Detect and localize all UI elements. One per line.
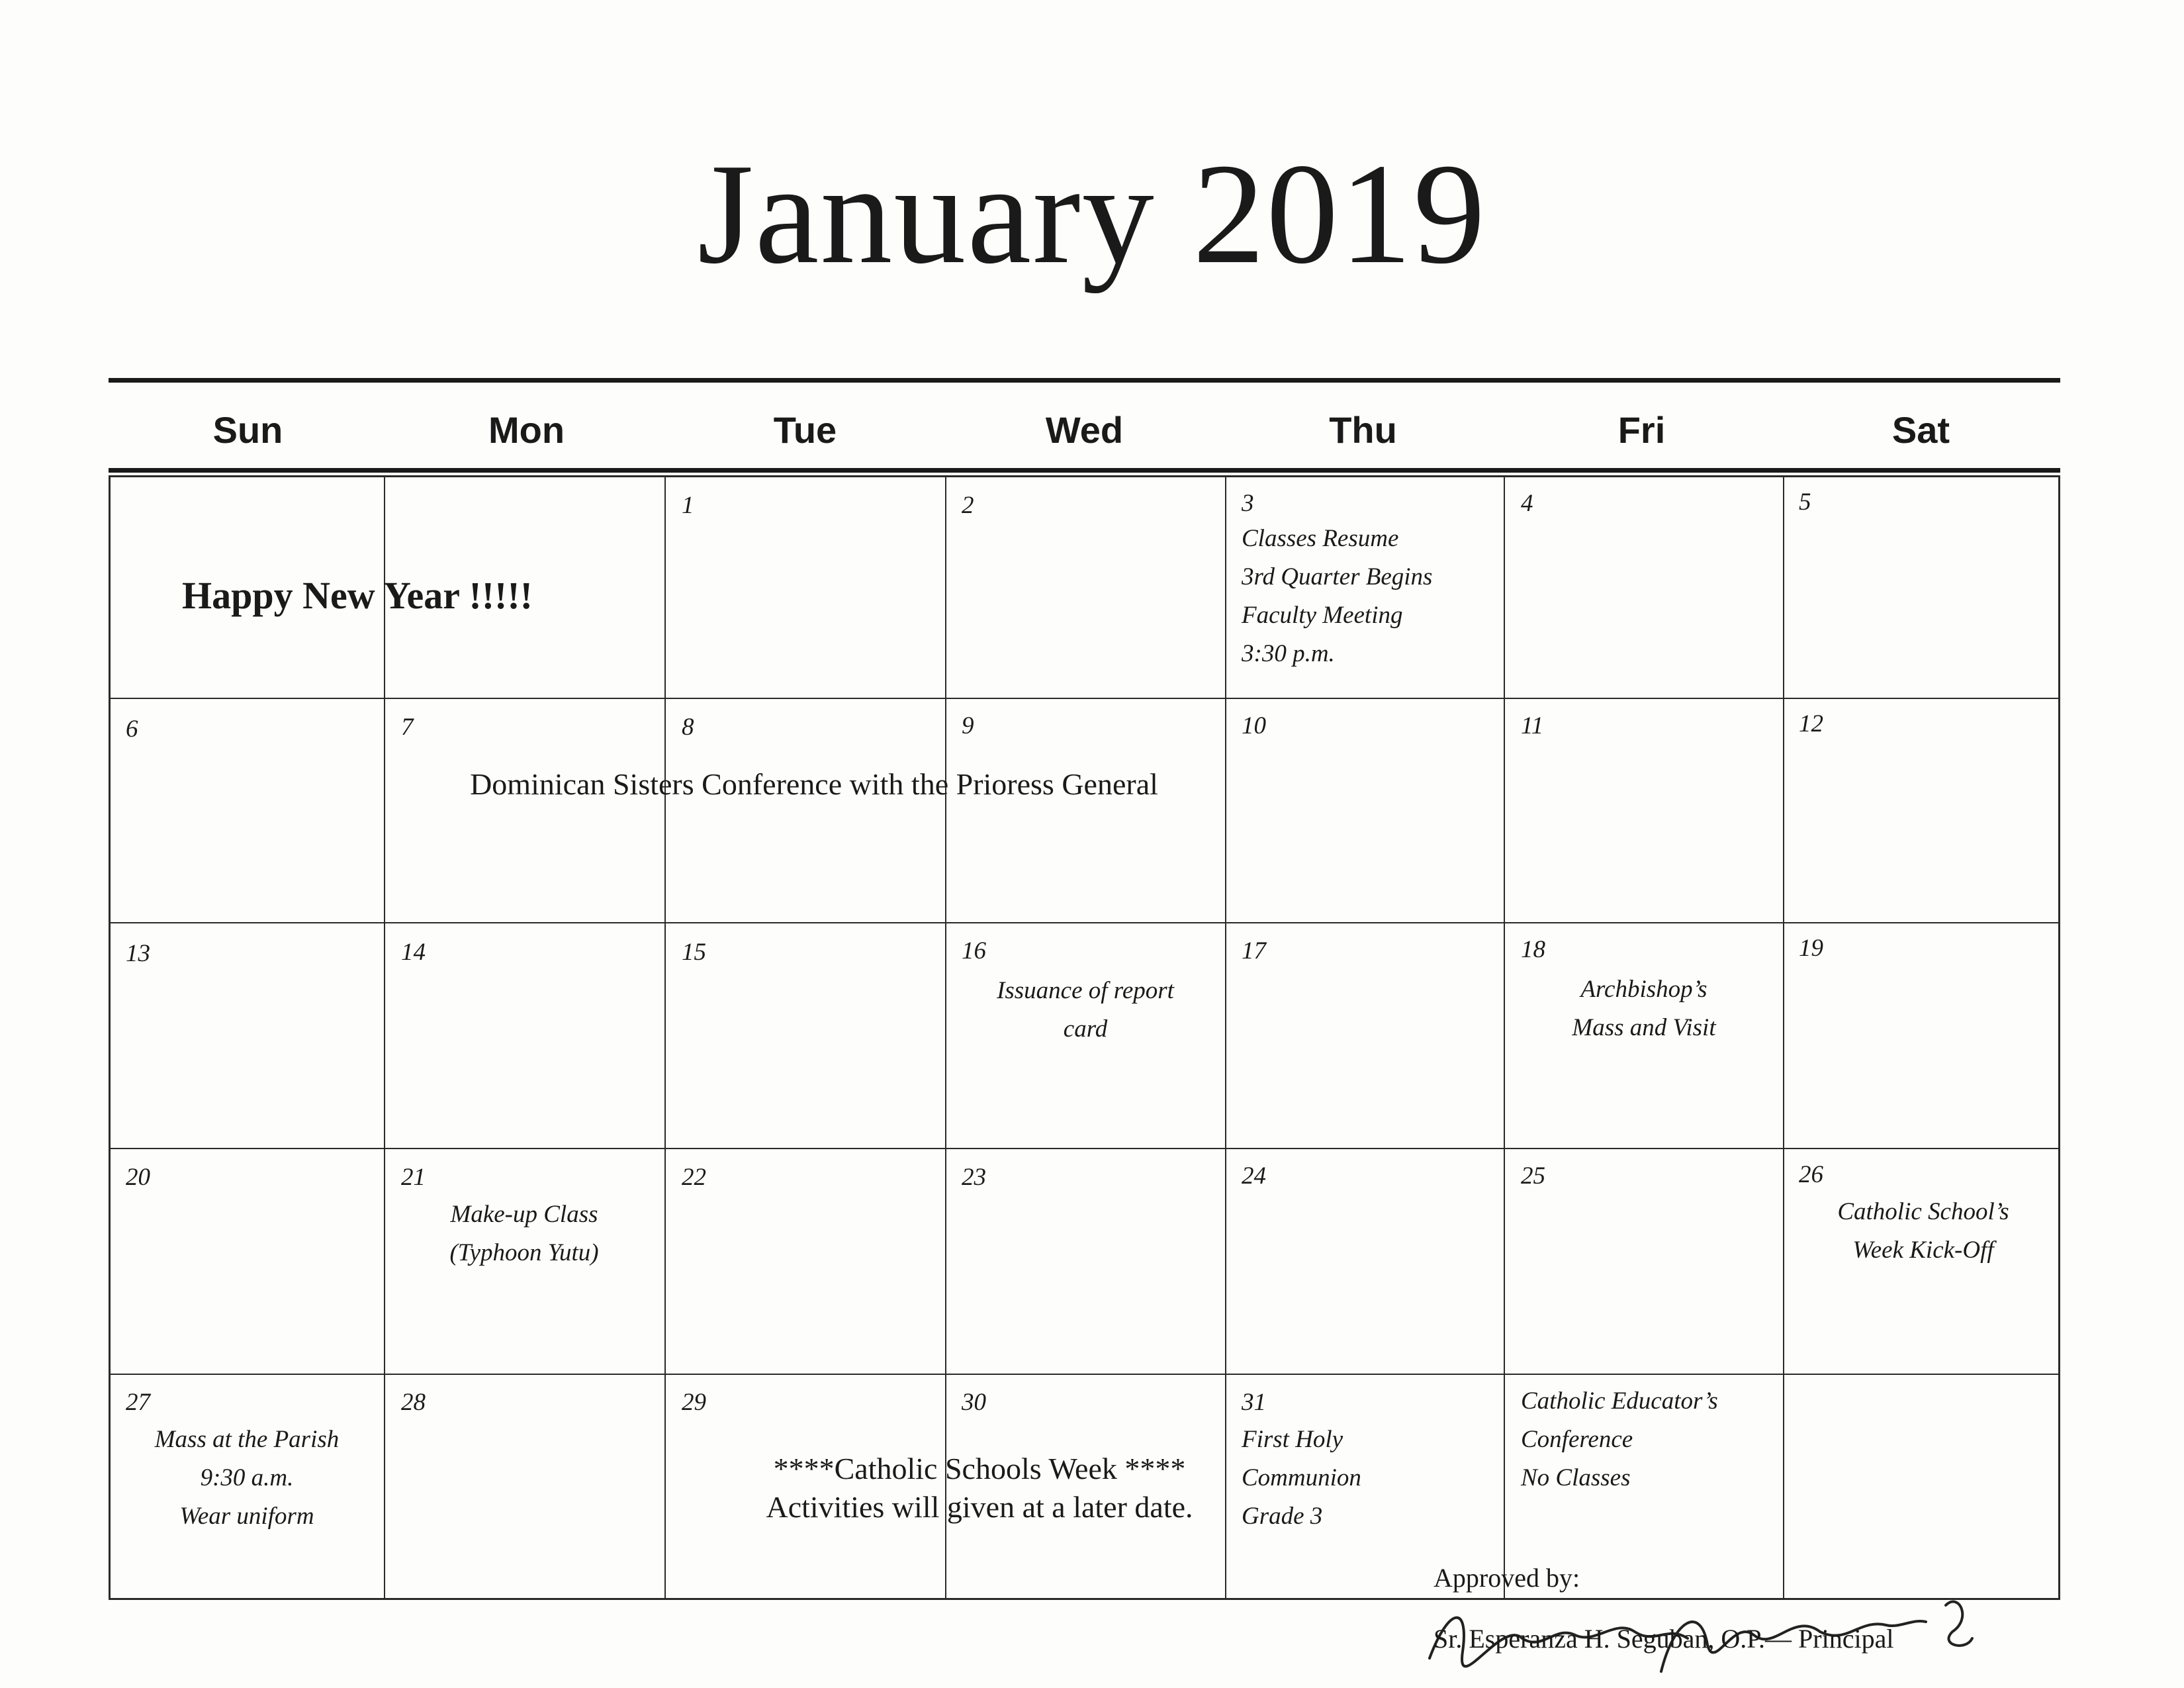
event-jan21 <box>385 1196 663 1272</box>
event-line: card <box>1063 1015 1108 1043</box>
day-number: 14 <box>401 939 426 966</box>
day-number: 12 <box>1799 710 1823 737</box>
banner-line: Activities will given at a later date. <box>766 1490 1193 1524</box>
day-number: 28 <box>401 1389 426 1416</box>
day-number: 9 <box>962 712 974 739</box>
event-line: Issuance of report <box>997 977 1174 1004</box>
day-number: 7 <box>401 714 414 741</box>
header-bottom-rule <box>109 468 2060 473</box>
event-line: First Holy <box>1242 1426 1343 1453</box>
day-number: 15 <box>682 939 706 966</box>
event-line: Wear uniform <box>179 1503 314 1530</box>
grid-column-line <box>1783 475 1784 1600</box>
day-number: 2 <box>962 492 974 519</box>
day-number: 13 <box>126 940 150 967</box>
event-line: Classes Resume <box>1242 525 1399 552</box>
day-number: 6 <box>126 716 138 743</box>
grid-column-line <box>1225 475 1226 1600</box>
event-jan18 <box>1505 970 1783 1047</box>
weekday-tue: Tue <box>773 409 837 451</box>
event-line: Faculty Meeting <box>1242 602 1403 629</box>
event-line: Catholic School’s <box>1837 1198 2009 1225</box>
weekday-sat: Sat <box>1891 409 1950 451</box>
weekday-wed: Wed <box>1045 409 1124 451</box>
day-number: 10 <box>1242 712 1266 739</box>
approved-by-label: Approved by: <box>1433 1563 1580 1593</box>
day-number: 22 <box>682 1164 706 1191</box>
grid-row-line <box>109 1148 2060 1149</box>
day-number: 8 <box>682 714 694 741</box>
catholic-schools-week-banner <box>728 1450 1231 1526</box>
day-number: 21 <box>401 1164 426 1191</box>
event-line: Mass at the Parish <box>154 1426 340 1453</box>
weekday-sun: Sun <box>212 409 283 451</box>
event-line: 9:30 a.m. <box>200 1464 294 1491</box>
event-line: Grade 3 <box>1242 1503 1323 1530</box>
weekday-fri: Fri <box>1617 409 1666 451</box>
event-line: Make-up Class <box>450 1201 598 1228</box>
happy-new-year-banner: Happy New Year !!!!! <box>182 574 533 617</box>
event-feb1 <box>1521 1382 1718 1497</box>
day-number: 4 <box>1521 490 1533 517</box>
day-number: 16 <box>962 937 986 964</box>
event-line: 3:30 p.m. <box>1242 640 1335 667</box>
day-number: 23 <box>962 1164 986 1191</box>
event-jan31 <box>1242 1421 1361 1536</box>
day-number: 18 <box>1521 936 1545 963</box>
day-number: 26 <box>1799 1161 1823 1188</box>
day-number: 30 <box>962 1389 986 1416</box>
event-line: Conference <box>1521 1426 1633 1453</box>
day-number: 27 <box>126 1389 150 1416</box>
day-number: 11 <box>1521 712 1544 739</box>
dominican-conference-banner: Dominican Sisters Conference with the Prioress General <box>470 767 1158 801</box>
event-line: 3rd Quarter Begins <box>1242 563 1433 590</box>
day-number: 20 <box>126 1164 150 1191</box>
event-line: Communion <box>1242 1464 1361 1491</box>
event-line: Catholic Educator’s <box>1521 1387 1718 1415</box>
grid-row-line <box>109 1374 2060 1375</box>
grid-row-line <box>109 698 2060 699</box>
event-jan26 <box>1784 1193 2062 1270</box>
event-jan27 <box>110 1421 384 1536</box>
day-number: 19 <box>1799 935 1823 962</box>
principal-name: Sr. Esperanza H. Seguban, O.P.— Principal <box>1433 1624 1894 1654</box>
event-jan3 <box>1242 520 1432 673</box>
event-line: Archbishop’s <box>1580 976 1707 1003</box>
day-number: 25 <box>1521 1162 1545 1190</box>
day-number: 3 <box>1242 490 1254 517</box>
event-line: (Typhoon Yutu) <box>449 1239 599 1266</box>
event-line: Week Kick-Off <box>1852 1237 1994 1264</box>
header-top-rule <box>109 378 2060 383</box>
grid-column-line <box>664 475 666 1600</box>
event-line: Mass and Visit <box>1572 1014 1716 1041</box>
day-number: 29 <box>682 1389 706 1416</box>
weekday-mon: Mon <box>488 409 565 451</box>
day-number: 24 <box>1242 1162 1266 1190</box>
day-number: 31 <box>1242 1389 1266 1416</box>
weekday-thu: Thu <box>1329 409 1397 451</box>
day-number: 17 <box>1242 937 1266 964</box>
event-line: No Classes <box>1521 1464 1631 1491</box>
grid-column-line <box>384 475 385 1600</box>
day-number: 1 <box>682 492 694 519</box>
grid-row-line <box>109 922 2060 923</box>
event-jan16 <box>946 972 1224 1049</box>
banner-line: ****Catholic Schools Week **** <box>773 1452 1186 1485</box>
calendar-title: January 2019 <box>697 134 1487 294</box>
day-number: 5 <box>1799 489 1811 516</box>
